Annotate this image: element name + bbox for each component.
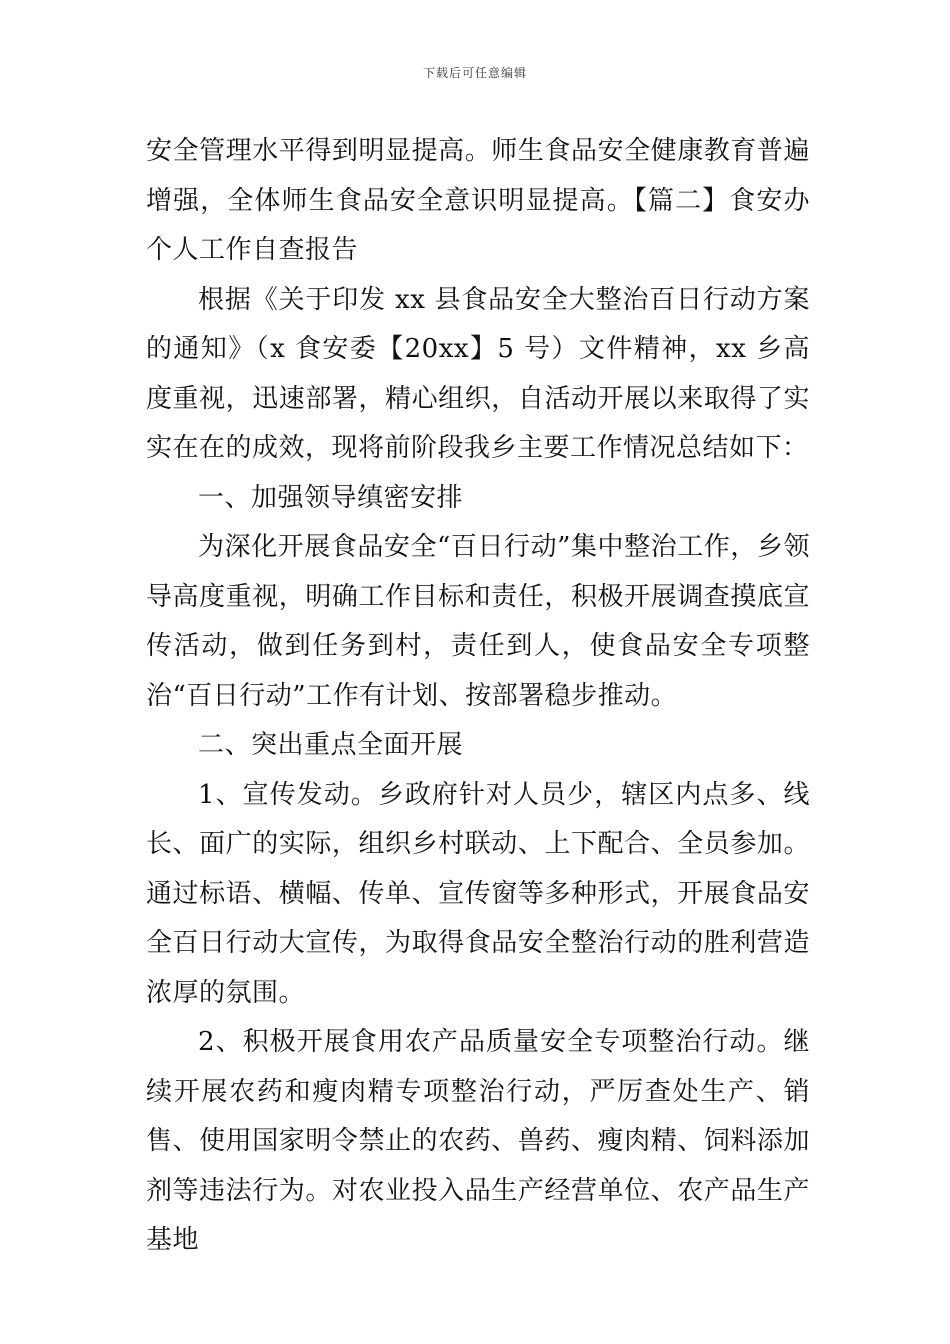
paragraph-section-1: 为深化开展食品安全“百日行动”集中整治工作，乡领导高度重视，明确工作目标和责任，积极开展调查摸底宣传活动，做到任务到村，责任到人，使食品安全专项整治“百日行动”工作有计划、按部署稳步推动。	[146, 532, 810, 711]
section-heading-1: 一、加强领导缜密安排	[198, 482, 464, 513]
paragraph-intro: 根据《关于印发 xx 县食品安全大整治百日行动方案的通知》（x 食安委【20xx】5 号）文件精神，xx 乡高度重视，迅速部署，精心组织，自活动开展以来取得了实实在在的成效，现将前阶段我乡主要工作情况总结如下：	[146, 284, 810, 463]
paragraph-item-1: 1、宣传发动。乡政府针对人员少，辖区内点多、线长、面广的实际，组织乡村联动、上下配合、全员参加。通过标语、横幅、传单、宣传窗等多种形式，开展食品安全百日行动大宣传，为取得食品安全整治行动的胜利营造浓厚的氛围。	[146, 779, 810, 1008]
page-header: 下载后可任意编辑	[422, 66, 527, 80]
paragraph-item-2: 2、积极开展食用农产品质量安全专项整治行动。继续开展农药和瘦肉精专项整治行动，严厉查处生产、销售、使用国家明令禁止的农药、兽药、瘦肉精、饲料添加剂等违法行为。对农业投入品生产经营单位、农产品生产基地	[146, 1027, 810, 1255]
document-body	[146, 127, 810, 1266]
section-heading-2: 二、突出重点全面开展	[198, 730, 464, 760]
paragraph-continuation: 安全管理水平得到明显提高。师生食品安全健康教育普遍增强，全体师生食品安全意识明显提高。【篇二】食安办个人工作自查报告	[146, 136, 810, 265]
